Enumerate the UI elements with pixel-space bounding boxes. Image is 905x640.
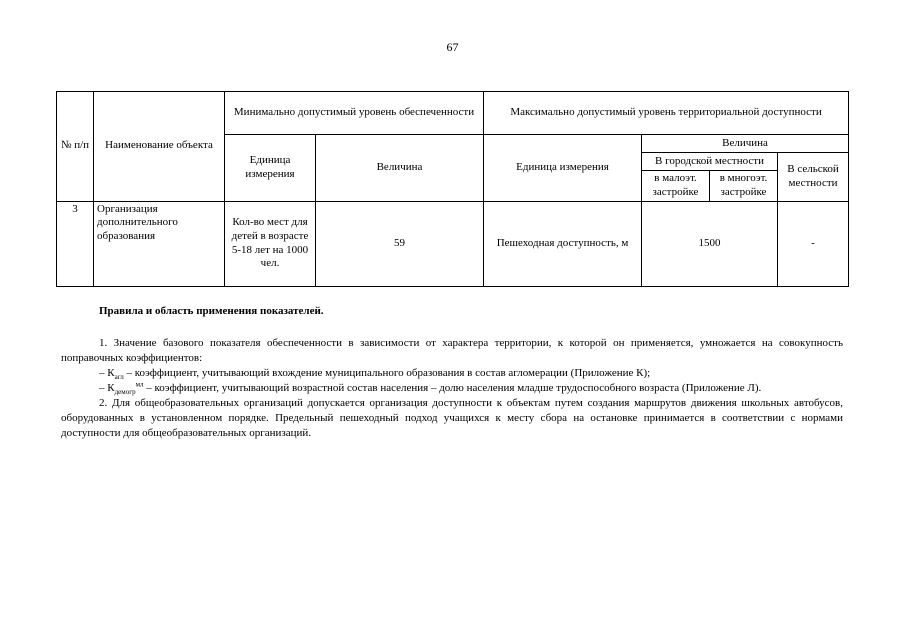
k-agl-prefix: – К	[99, 367, 115, 379]
k-agl-text: – коэффициент, учитывающий вхождение муниципального образования в состав агломерации (Приложение К);	[123, 367, 651, 379]
header-object-name: Наименование объекта	[94, 92, 225, 202]
page-number: 67	[446, 40, 459, 54]
k-demogr-superscript: мл	[135, 380, 144, 389]
list-item-k-agl	[61, 366, 843, 381]
header-unit-max: Единица измерения	[484, 135, 642, 202]
row-value-rural: -	[778, 201, 849, 286]
k-demogr-prefix: – К	[99, 382, 115, 394]
row-unit-max: Пешеходная доступность, м	[484, 201, 642, 286]
header-max-level: Максимально допустимый уровень территориальной доступности	[484, 92, 849, 135]
norms-table	[56, 91, 849, 287]
k-demogr-subscript: демогр	[114, 388, 136, 397]
rules-text	[61, 336, 843, 441]
row-value-urban: 1500	[642, 201, 778, 286]
header-unit-min: Единица измерения	[225, 135, 316, 202]
paragraph-1: 1. Значение базового показателя обеспеченности в зависимости от характера территории, к которой он применяется, умножается на совокупность поправочных коэффициентов:	[61, 337, 843, 364]
header-min-level: Минимально допустимый уровень обеспеченности	[225, 92, 484, 135]
header-rural: В сельской местности	[778, 153, 849, 202]
row-value-min: 59	[316, 201, 484, 286]
section-heading: Правила и область применения показателей.	[99, 305, 324, 317]
header-number: № п/п	[57, 92, 94, 202]
header-value-max: Величина	[642, 135, 849, 153]
row-object-name: Организация дополнительного образования	[94, 201, 225, 286]
row-unit-min: Кол-во мест для детей в возрасте 5-18 лет на 1000 чел.	[225, 201, 316, 286]
header-multi-storey: в многоэт. застройке	[710, 171, 778, 202]
k-agl-subscript: агл	[114, 373, 124, 382]
header-value-min: Величина	[316, 135, 484, 202]
list-item-k-demogr	[61, 381, 843, 396]
table-row	[57, 201, 849, 286]
row-number: 3	[57, 201, 94, 286]
k-demogr-text: – коэффициент, учитывающий возрастной состав населения – долю населения младше трудоспособного возраста (Приложение Л).	[143, 382, 762, 394]
header-low-rise: в малоэт. застройке	[642, 171, 710, 202]
header-urban: В городской местности	[642, 153, 778, 171]
paragraph-2: 2. Для общеобразовательных организаций допускается организация доступности к объектам путем создания маршрутов движения школьных автобусов, оборудованных в установленном порядке. Предельный пешеходный подход учащихся к месту сбора на остановке принимается в соответствии с нормами доступности для общеобразовательных организаций.	[61, 397, 843, 439]
